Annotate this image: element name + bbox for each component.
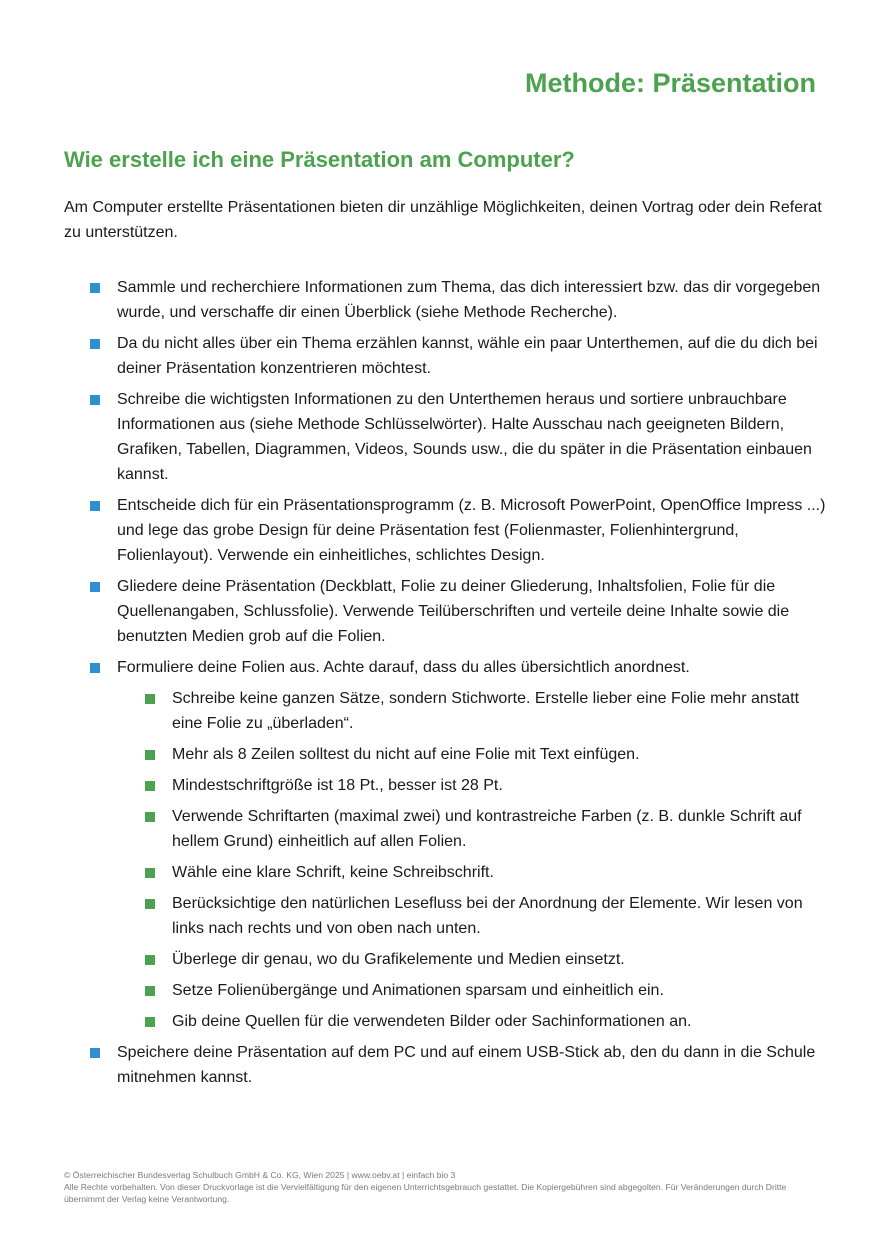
sub-list-item-text: Überlege dir genau, wo du Grafikelemente und Medien einsetzt. (172, 951, 625, 968)
square-bullet-icon (145, 1017, 155, 1027)
sub-list-item-text: Setze Folienübergänge und Animationen sparsam und einheitlich ein. (172, 982, 664, 999)
list-item-text: Entscheide dich für ein Präsentationsprogramm (z. B. Microsoft PowerPoint, OpenOffice Impress ...) und lege das grobe Design für deine Präsentation fest (Folienmaster, Folienhintergrund, Folienlayout). Verwende ein einheitliches, schlichtes Design. (117, 497, 826, 564)
square-bullet-icon (90, 663, 100, 673)
list-item (90, 275, 830, 325)
list-item-text: Sammle und recherchiere Informationen zum Thema, das dich interessiert bzw. das dir vorgegeben wurde, und verschaffe dir einen Überblick (siehe Methode Recherche). (117, 279, 821, 321)
substeps-list (117, 686, 830, 1034)
square-bullet-icon (145, 694, 155, 704)
list-item-text: Formuliere deine Folien aus. Achte darauf, dass du alles übersichtlich anordnest. (117, 659, 690, 676)
sub-list-item-text: Schreibe keine ganzen Sätze, sondern Stichworte. Erstelle lieber eine Folie mehr anstatt eine Folie zu „überladen“. (172, 690, 800, 732)
intro-paragraph: Am Computer erstellte Präsentationen bieten dir unzählige Möglichkeiten, deinen Vortrag oder dein Referat zu unterstützen. (64, 199, 822, 241)
list-item-text: Gliedere deine Präsentation (Deckblatt, Folie zu deiner Gliederung, Inhaltsfolien, Folie für die Quellenangaben, Schlussfolie). Verwende Teilüberschriften und verteile deine Inhalte sowie die benutzten Medien grob auf die Folien. (117, 578, 790, 645)
sub-list-item-text: Mehr als 8 Zeilen solltest du nicht auf eine Folie mit Text einfügen. (172, 746, 640, 763)
section-heading: Wie erstelle ich eine Präsentation am Computer? (64, 147, 575, 172)
square-bullet-icon (90, 1048, 100, 1058)
sub-list-item (145, 891, 830, 941)
page-footer (64, 1169, 804, 1205)
sub-list-item (145, 978, 830, 1003)
sub-list-item (145, 773, 830, 798)
square-bullet-icon (145, 812, 155, 822)
list-item (90, 493, 830, 568)
sub-list-item-text: Gib deine Quellen für die verwendeten Bilder oder Sachinformationen an. (172, 1013, 692, 1030)
sub-list-item (145, 804, 830, 854)
rights-notice: Alle Rechte vorbehalten. Von dieser Druckvorlage ist die Vervielfältigung für den eigenen Unterrichtsgebrauch gestattet. Die Kopiergebühren sind abgegolten. Für Veränderungen durch Dritte übernimmt der Verlag keine Verantwortung. (64, 1182, 787, 1204)
sub-list-item (145, 860, 830, 885)
sub-list-item-text: Wähle eine klare Schrift, keine Schreibschrift. (172, 864, 494, 881)
sub-list-item (145, 947, 830, 972)
copyright-line: © Österreichischer Bundesverlag Schulbuch GmbH & Co. KG, Wien 2025 | www.oebv.at | einfach bio 3 (64, 1170, 456, 1180)
square-bullet-icon (145, 955, 155, 965)
square-bullet-icon (90, 582, 100, 592)
sub-list-item (145, 1009, 830, 1034)
square-bullet-icon (145, 750, 155, 760)
list-item (90, 331, 830, 381)
list-item-text: Schreibe die wichtigsten Informationen zu den Unterthemen heraus und sortiere unbrauchbare Informationen aus (siehe Methode Schlüsselwörter). Halte Ausschau nach geeigneten Bildern, Grafiken, Tabellen, Diagrammen, Videos, Sounds usw., die du später in die Präsentation einbauen kannst. (117, 391, 812, 483)
square-bullet-icon (90, 339, 100, 349)
sub-list-item-text: Verwende Schriftarten (maximal zwei) und kontrastreiche Farben (z. B. dunkle Schrift auf hellem Grund) einheitlich auf allen Folien. (172, 808, 802, 850)
list-item (90, 655, 830, 1034)
square-bullet-icon (145, 899, 155, 909)
page-header-title: Methode: Präsentation (524, 68, 816, 98)
square-bullet-icon (90, 283, 100, 293)
square-bullet-icon (145, 986, 155, 996)
steps-list (90, 275, 830, 1096)
square-bullet-icon (90, 501, 100, 511)
list-item (90, 1040, 830, 1090)
square-bullet-icon (145, 781, 155, 791)
sub-list-item (145, 686, 830, 736)
square-bullet-icon (145, 868, 155, 878)
sub-list-item-text: Berücksichtige den natürlichen Lesefluss bei der Anordnung der Elemente. Wir lesen von links nach rechts und von oben nach unten. (172, 895, 803, 937)
list-item-text: Da du nicht alles über ein Thema erzählen kannst, wähle ein paar Unterthemen, auf die du dich bei deiner Präsentation konzentrieren möchtest. (117, 335, 818, 377)
list-item (90, 574, 830, 649)
list-item (90, 387, 830, 487)
sub-list-item-text: Mindestschriftgröße ist 18 Pt., besser ist 28 Pt. (172, 777, 503, 794)
list-item-text: Speichere deine Präsentation auf dem PC und auf einem USB-Stick ab, den du dann in die Schule mitnehmen kannst. (117, 1044, 816, 1086)
square-bullet-icon (90, 395, 100, 405)
sub-list-item (145, 742, 830, 767)
